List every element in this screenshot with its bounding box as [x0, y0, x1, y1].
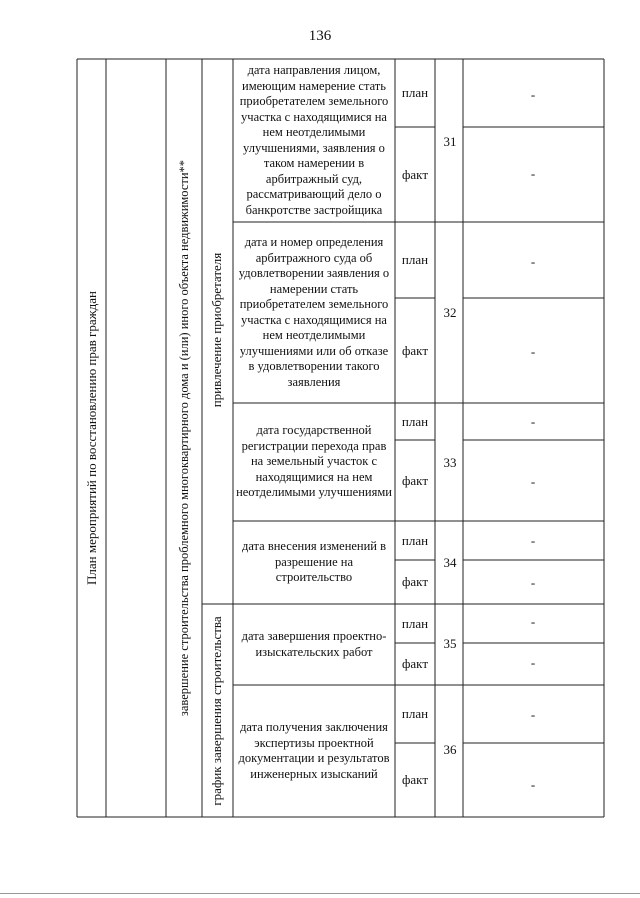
fact-label: факт	[401, 574, 429, 589]
plan-value: -	[530, 614, 536, 629]
plan-label: план	[401, 85, 429, 100]
fact-value: -	[530, 474, 536, 489]
plan-value: -	[530, 707, 536, 722]
fact-value: -	[530, 777, 536, 792]
fact-label: факт	[401, 166, 429, 182]
page-edge-line	[0, 893, 640, 894]
fact-value: -	[530, 575, 536, 590]
plan-value: -	[530, 414, 536, 429]
plan-label: план	[401, 532, 429, 548]
row-text: дата завершения проектно-изыскательских работ	[241, 629, 387, 659]
plan-value: -	[530, 254, 536, 269]
plan-value: -	[530, 87, 536, 102]
row-text: дата внесения изменений в разрешение на строительство	[241, 539, 387, 585]
section-title-schedule: график завершения строительства	[209, 616, 224, 806]
fact-label: факт	[401, 772, 429, 787]
col1-title: План мероприятий по восстановлению прав граждан	[84, 291, 99, 585]
row-number: 35	[443, 636, 457, 651]
plan-label: план	[401, 615, 429, 631]
row-text: дата получения заключения экспертизы проектной документации и результатов инженерных изысканий	[238, 720, 390, 781]
row-text: дата и номер определения арбитражного суда об удовлетворении заявления о намерении стать приобретателем земельного участка с находящимися на нем неотделимыми улучшениями или об отказе в удовлетворении такого заявления	[238, 235, 390, 389]
col2-title: завершение строительства проблемного многоквартирного дома и (или) иного объекта недвижимости**	[177, 159, 191, 717]
plan-label: план	[401, 706, 429, 721]
fact-label: факт	[401, 472, 429, 488]
row-text: дата направления лицом, имеющим намерение стать приобретателем земельного участка с находящимися на нем неотделимыми улучшениями, заявления о таком намерении в арбитражный суд, рассматривающий дело о банкротстве застройщика	[239, 63, 389, 217]
row-number: 33	[443, 455, 457, 470]
row-number: 32	[443, 305, 457, 320]
page-number: 136	[308, 28, 332, 44]
fact-value: -	[530, 344, 536, 359]
row-number: 34	[443, 555, 457, 570]
fact-label: факт	[401, 342, 429, 358]
plan-value: -	[530, 533, 536, 548]
fact-value: -	[530, 655, 536, 670]
plan-label: план	[401, 413, 429, 429]
plan-label: план	[401, 252, 429, 267]
fact-value: -	[530, 166, 536, 181]
section-title-attract: привлечение приобретателя	[209, 252, 224, 408]
row-number: 36	[443, 742, 457, 757]
fact-label: факт	[401, 656, 429, 671]
row-text: дата государственной регистрации перехода прав на земельный участок с находящимися на нем неотделимыми улучшениями	[236, 423, 392, 500]
row-number: 31	[443, 134, 457, 149]
